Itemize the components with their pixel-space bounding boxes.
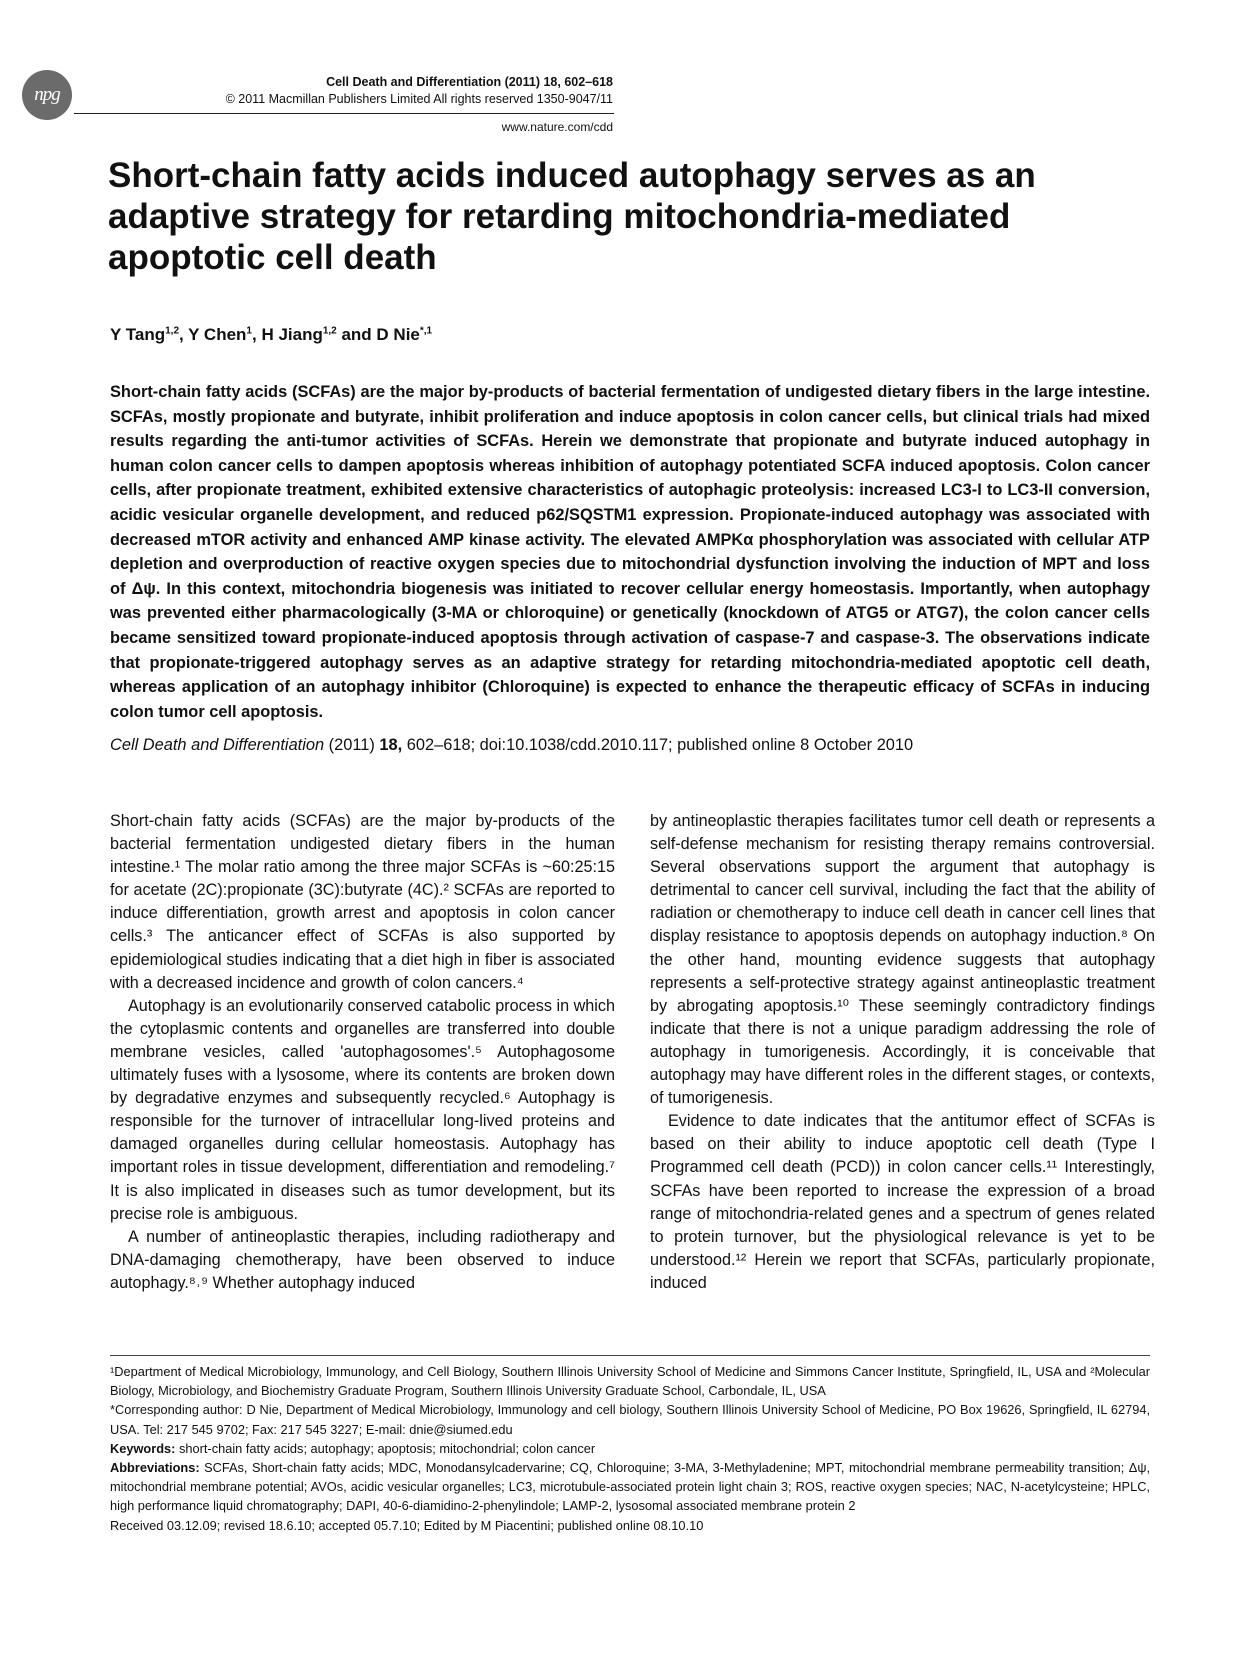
abstract: Short-chain fatty acids (SCFAs) are the major by-products of bacterial fermentation of undigested dietary fibers in the large intestine. SCFAs, mostly propionate and butyrate, inhibit proliferation and induce apoptosis in colon cancer cells, but clinical trials had mixed results regarding the anti-tumor activities of SCFAs. Herein we demonstrate that propionate and butyrate induced autophagy in human colon cancer cells to dampen apoptosis whereas inhibition of autophagy potentiated SCFA induced apoptosis. Colon cancer cells, after propionate treatment, exhibited extensive characteristics of autophagic proteolysis: increased LC3-I to LC3-II conversion, acidic vesicular organelle development, and reduced p62/SQSTM1 expression. Propionate-induced autophagy was associated with decreased mTOR activity and enhanced AMP kinase activity. The elevated AMPKα phosphorylation was associated with cellular ATP depletion and overproduction of reactive oxygen species due to mitochondrial dysfunction involving the induction of MPT and loss of Δψ. In this context, mitochondria biogenesis was initiated to recover cellular energy homeostasis. Importantly, when autophagy was prevented either pharmacologically (3-MA or chloroquine) or genetically (knockdown of ATG5 or ATG7), the colon cancer cells became sensitized toward propionate-induced apoptosis through activation of caspase-7 and caspase-3. The observations indicate that propionate-triggered autophagy serves as an adaptive strategy for retarding mitochondria-mediated apoptotic cell death, whereas application of an autophagy inhibitor (Chloroquine) is expected to enhance the therapeutic efficacy of SCFAs in inducing colon tumor cell apoptosis.: [110, 383, 1150, 721]
publisher-logo: npg: [22, 70, 72, 120]
author-separator: ,: [251, 325, 262, 344]
received-dates: Received 03.12.09; revised 18.6.10; accepted 05.7.10; Edited by M Piacentini; published online 08.10.10: [110, 1517, 704, 1533]
body-column-left: [110, 810, 615, 1295]
footnotes: [110, 1362, 1150, 1535]
citation-line: [110, 734, 1150, 756]
keywords: [110, 1439, 1150, 1458]
citation-journal: Cell Death and Differentiation: [110, 736, 325, 754]
keywords-label: Keywords:: [110, 1440, 176, 1456]
running-header: [53, 74, 613, 108]
journal-url[interactable]: www.nature.com/cdd: [501, 120, 613, 134]
body-paragraph: by antineoplastic therapies facilitates tumor cell death or represents a self-defense mechanism for resisting therapy remains controversial. Several observations support the argument that autophagy is detrimental to cancer cell survival, including the fact that the ability of radiation or chemotherapy to induce cell death in cancer cell lines that display resistance to apoptosis depends on autophagy induction.⁸ On the other hand, mounting evidence suggests that autophagy represents a self-protective strategy against antineoplastic treatment by abrogating apoptosis.¹⁰ These seemingly contradictory findings indicate that there is not a unique paradigm addressing the role of autophagy in tumorigenesis. Accordingly, it is conceivable that autophagy may have different roles in the different stages, or contexts, of tumorigenesis.: [650, 812, 1155, 1108]
author-affiliation: 1,2: [322, 325, 337, 337]
corresponding-author: *Corresponding author: D Nie, Department of Medical Microbiology, Immunology and cell biology, Southern Illinois University School of Medicine, PO Box 19626, Springfield, IL 62794, USA. Tel: 217 545 9702; Fax: 217 545 3227; E-mail: dnie@siumed.edu: [110, 1402, 1150, 1437]
body-paragraph: Evidence to date indicates that the antitumor effect of SCFAs is based on their ability to induce apoptotic cell death (Type I Programmed cell death (PCD)) in colon cancer cells.¹¹ Interestingly, SCFAs have been reported to increase the expression of a broad range of mitochondria-related genes and a spectrum of genes related to protein turnover, but the physiological relevance is yet to be understood.¹² Herein we report that SCFAs, particularly propionate, induced: [650, 1112, 1155, 1292]
footnote-rule: [110, 1355, 1150, 1356]
author-list: [110, 325, 432, 345]
keywords-text: short-chain fatty acids; autophagy; apoptosis; mitochondrial; colon cancer: [175, 1440, 596, 1456]
author-affiliation: 1,2: [165, 325, 180, 337]
author-affiliation: 1: [246, 325, 252, 337]
author: H Jiang: [261, 325, 323, 344]
abbreviations-text: SCFAs, Short-chain fatty acids; MDC, Monodansylcadervarine; CQ, Chloroquine; 3-MA, 3-Methyladenine; MPT, mitochondrial membrane permeability transition; Δψ, mitochondrial membrane potential; AVOs, acidic vesicular organelles; LC3, microtubule-associated protein light chain 3; ROS, reactive oxygen species; NAC, N-acetylcysteine; HPLC, high performance liquid chromatography; DAPI, 40-6-diamidino-2-phenylindole; LAMP-2, lysosomal associated membrane protein 2: [110, 1460, 1150, 1514]
body-paragraph: Autophagy is an evolutionarily conserved catabolic process in which the cytoplasmic contents and organelles are transferred into double membrane vesicles, called 'autophagosomes'.⁵ Autophagosome ultimately fuses with a lysosome, where its contents are broken down by degradative enzymes and subsequently recycled.⁶ Autophagy is responsible for the turnover of intracellular long-lived proteins and damaged organelles during cellular homeostasis. Autophagy has important roles in tissue development, differentiation and remodeling.⁷ It is also implicated in diseases such as tumor development, but its precise role is ambiguous.: [110, 996, 615, 1223]
header-rule: [74, 113, 614, 114]
citation-year: (2011): [324, 736, 380, 754]
copyright-line: © 2011 Macmillan Publishers Limited All rights reserved 1350-9047/11: [225, 92, 613, 106]
abbreviations-label: Abbreviations:: [110, 1460, 200, 1476]
body-column-right: [650, 810, 1155, 1295]
author-separator: ,: [179, 325, 189, 344]
author: Y Chen: [188, 325, 247, 344]
author: D Nie: [376, 325, 420, 344]
author: Y Tang: [110, 325, 166, 344]
citation-volume: 18,: [379, 736, 403, 754]
affiliations: ¹Department of Medical Microbiology, Immunology, and Cell Biology, Southern Illinois University School of Medicine and Simmons Cancer Institute, Springfield, IL, USA and ²Molecular Biology, Microbiology, and Biochemistry Graduate Program, Southern Illinois University Graduate School, Carbondale, IL, USA: [110, 1364, 1150, 1399]
citation-doi: 602–618; doi:10.1038/cdd.2010.117; published online 8 October 2010: [402, 736, 914, 754]
author-affiliation: *,1: [419, 325, 433, 337]
author-separator: and: [336, 325, 377, 344]
journal-line: Cell Death and Differentiation (2011) 18, 602–618: [326, 75, 613, 89]
body-paragraph: Short-chain fatty acids (SCFAs) are the major by-products of the bacterial fermentation undigested dietary fibers in the human intestine.¹ The molar ratio among the three major SCFAs is ~60:25:15 for acetate (2C):propionate (3C):butyrate (4C).² SCFAs are reported to induce differentiation, growth arrest and apoptosis in colon cancer cells.³ The anticancer effect of SCFAs is also supported by epidemiological studies indicating that a diet high in fiber is associated with a decreased incidence and growth of colon cancers.⁴: [110, 812, 615, 992]
abbreviations: [110, 1458, 1150, 1516]
article-title: Short-chain fatty acids induced autophagy serves as an adaptive strategy for retarding mitochondria-mediated apoptotic cell death: [108, 156, 1036, 277]
body-paragraph: A number of antineoplastic therapies, including radiotherapy and DNA-damaging chemotherapy, have been observed to induce autophagy.⁸˒⁹ Whether autophagy induced: [110, 1227, 615, 1292]
